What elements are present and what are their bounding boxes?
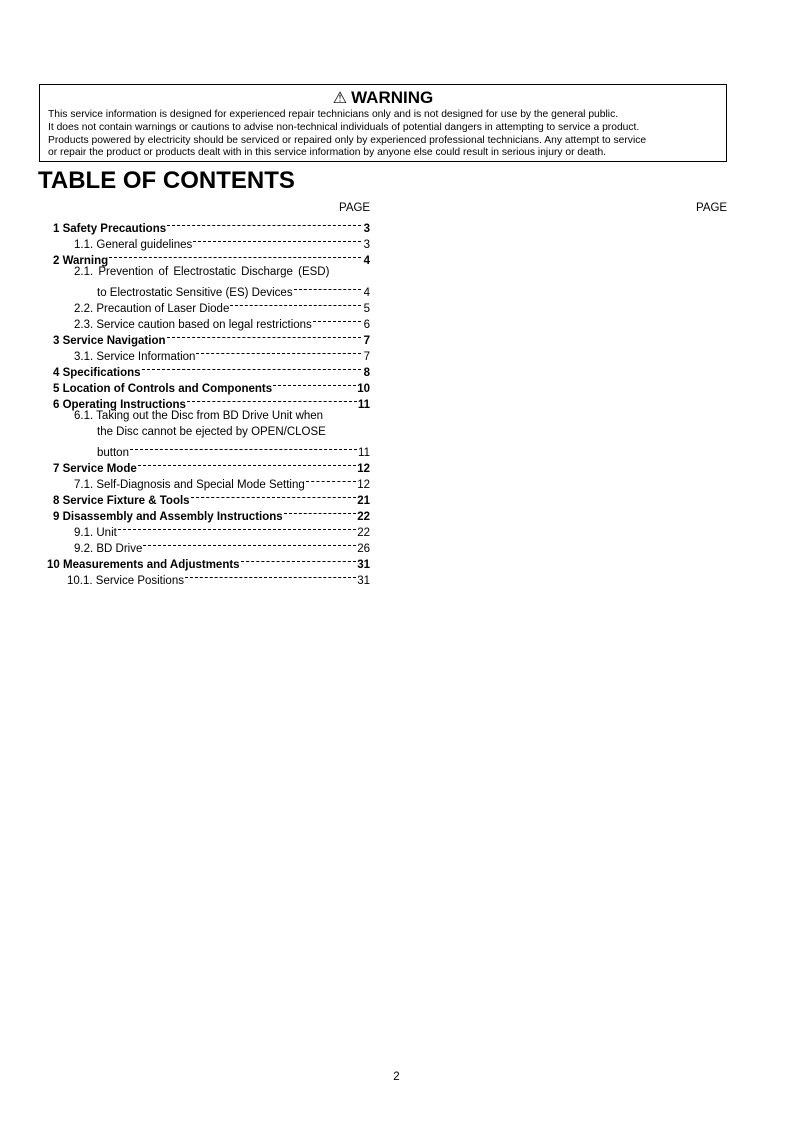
toc-leader [108,248,362,264]
toc-entry-page: 21 [357,495,370,507]
toc-entry[interactable] [53,456,370,475]
toc-entry-label: 2.3. Service caution based on legal restrictions [74,319,312,331]
toc-leader [166,216,362,232]
toc-entry[interactable] [74,264,370,280]
toc-entry-label: button [97,447,129,459]
toc-entry-page: 22 [357,527,370,539]
page-column-header-left: PAGE [339,202,371,214]
toc-leader [312,312,362,328]
toc-entry-label: 9.1. Unit [74,527,117,539]
toc-entry[interactable] [47,552,370,571]
toc-entry-page: 7 [363,351,370,363]
toc-entry[interactable] [53,328,370,347]
toc-entry[interactable] [74,520,370,539]
toc-entry-page: 7 [363,335,370,347]
toc-entry-label: 9 Disassembly and Assembly Instructions [53,511,283,523]
toc-entry-label: 8 Service Fixture & Tools [53,495,190,507]
toc-entry-page: 12 [357,479,370,491]
toc-entry-label: 10 Measurements and Adjustments [47,559,240,571]
toc-entry-label: 4 Specifications [53,367,141,379]
toc-entry-page: 11 [358,447,370,459]
toc-entry-page: 12 [357,463,370,475]
toc-leader [229,296,362,312]
warning-line: Products powered by electricity should be serviced or repaired only by experienced professional technicians. Any attempt to service [48,134,647,146]
toc-entry-label: 2 Warning [53,255,109,267]
toc-entry-page: 3 [363,239,370,251]
toc-entry[interactable] [67,568,370,587]
toc-entry-page: 22 [357,511,370,523]
toc-entry[interactable] [53,376,370,395]
toc-leader [141,360,362,376]
warning-line: It does not contain warnings or cautions to advise non-technical individuals of potential dangers in attempting to service a product. [48,121,640,133]
toc-leader [142,536,357,552]
toc-leader [240,552,358,568]
toc-entry[interactable] [74,232,370,251]
toc-entry-page: 4 [363,255,370,267]
toc-entry-page: 31 [357,559,370,571]
toc-entry-page: 8 [363,367,370,379]
toc-entry-page: 10 [357,383,370,395]
toc-entry-label: 2.1. Prevention of Electrostatic Discharge (ESD) [74,266,330,278]
toc-entry[interactable] [74,536,370,555]
toc-entry-label: 6.1. Taking out the Disc from BD Drive Unit when [74,410,324,422]
toc-leader [166,328,363,344]
toc-entry[interactable] [53,216,370,235]
toc-entry[interactable] [53,392,370,411]
toc-leader [293,280,362,296]
toc-entry-continuation[interactable] [97,440,370,459]
toc-entry-page: 31 [357,575,370,587]
toc-title: TABLE OF CONTENTS [38,167,295,194]
toc-leader [117,520,357,536]
warning-line: or repair the product or products dealt with in this service information by anyone else could result in serious injury or death. [48,147,607,159]
toc-leader [137,456,357,472]
toc-entry-label: 5 Location of Controls and Components [53,383,273,395]
toc-entry-label: 7.1. Self-Diagnosis and Special Mode Setting [74,479,305,491]
toc-entry-label: 2.2. Precaution of Laser Diode [74,303,230,315]
toc-leader [305,472,357,488]
toc-entry-page: 26 [357,543,370,555]
toc-entry-label: 7 Service Mode [53,463,137,475]
toc-entry-label: 1 Safety Precautions [53,223,167,235]
toc-entry-label: 1.1. General guidelines [74,239,193,251]
toc-entry-label: to Electrostatic Sensitive (ES) Devices [97,287,293,299]
toc-leader [272,376,357,392]
toc-entry[interactable] [53,360,370,379]
toc-leader [283,504,358,520]
toc-entry[interactable] [53,504,370,523]
page-column-header-right: PAGE [696,202,728,214]
toc-leader [192,232,362,248]
toc-entry-label: 9.2. BD Drive [74,543,143,555]
toc-entry-label: the Disc cannot be ejected by OPEN/CLOSE [97,426,326,438]
warning-title [40,88,726,109]
toc-entry-page: 11 [357,399,370,411]
warning-box [39,84,727,162]
toc-entry[interactable] [74,472,370,491]
warning-title-text: WARNING [351,88,434,107]
warning-triangle-icon: ⚠ [332,90,348,107]
toc-leader [186,392,358,408]
page-number: 2 [393,1071,400,1083]
toc-entry-label: 6 Operating Instructions [53,399,186,411]
toc-entry-page: 6 [363,319,370,331]
toc-leader [184,568,357,584]
toc-entry-page: 3 [363,223,370,235]
toc-entry[interactable] [74,296,370,315]
warning-text [48,109,720,160]
toc-leader [195,344,362,360]
toc-entry[interactable] [74,344,370,363]
toc-entry[interactable] [74,312,370,331]
toc-entry-label: 3.1. Service Information [74,351,196,363]
toc-entry-label: 10.1. Service Positions [67,575,184,587]
warning-line: This service information is designed for experienced repair technicians only and is not designed for use by the general public. [48,109,619,120]
toc-entry[interactable] [74,408,370,424]
toc-leader [129,440,358,456]
toc-entry-page: 4 [363,287,370,299]
toc-leader [190,488,358,504]
toc-entry[interactable] [53,488,370,507]
toc-entry-continuation[interactable] [97,424,370,440]
toc-entry[interactable] [53,248,370,267]
toc-entry-label: 3 Service Navigation [53,335,166,347]
toc-entry-continuation[interactable] [97,280,370,299]
toc-entry-page: 5 [363,303,370,315]
